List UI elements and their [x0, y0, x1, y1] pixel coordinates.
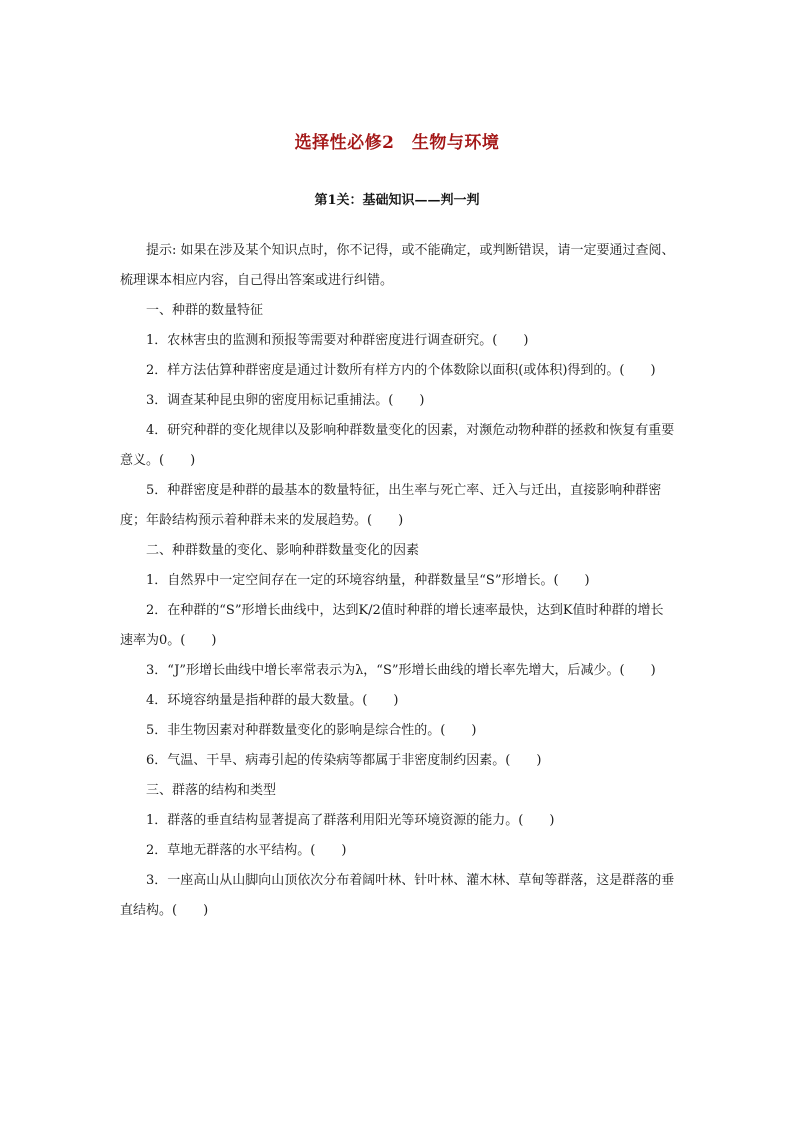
question-item: 3．一座高山从山脚向山顶依次分布着阔叶林、针叶林、灌木林、草甸等群落，这是群落的垂直结构。( ): [120, 873, 675, 918]
hint-paragraph: 提示: 如果在涉及某个知识点时，你不记得，或不能确定，或判断错误，请一定要通过查阅、梳理课本相应内容，自己得出答案或进行纠错。: [120, 243, 675, 288]
question-item: 2．样方法估算种群密度是通过计数所有样方内的个体数除以面积(或体积)得到的。( ): [146, 363, 656, 378]
question-item: 5．种群密度是种群的最基本的数量特征，出生率与死亡率、迁入与迁出，直接影响种群密度；年龄结构预示着种群未来的发展趋势。( ): [120, 483, 662, 528]
question-item: 1．群落的垂直结构显著提高了群落利用阳光等环境资源的能力。( ): [146, 813, 555, 828]
section-heading-3: 三、群落的结构和类型: [146, 783, 277, 798]
question-item: 2．在种群的“S”形增长曲线中，达到K/2值时种群的增长速率最快，达到K值时种群的增长速率为0。( ): [120, 603, 664, 648]
page-subtitle: 第1关：基础知识——判一判: [314, 193, 480, 208]
question-item: 4．研究种群的变化规律以及影响种群数量变化的因素，对濒危动物种群的拯救和恢复有重要意义。( ): [120, 423, 675, 468]
section-heading-1: 一、种群的数量特征: [146, 303, 264, 318]
question-item: 6．气温、干旱、病毒引起的传染病等都属于非密度制约因素。( ): [146, 753, 542, 768]
question-item: 4．环境容纳量是指种群的最大数量。( ): [146, 693, 399, 708]
question-item: 3．“J”形增长曲线中增长率常表示为λ，“S”形增长曲线的增长率先增大，后减少。( ): [146, 663, 656, 678]
page-title: 选择性必修2 生物与环境: [294, 133, 500, 153]
question-item: 3．调查某种昆虫卵的密度用标记重捕法。( ): [146, 393, 425, 408]
question-item: 2．草地无群落的水平结构。( ): [146, 843, 347, 858]
section-heading-2: 二、种群数量的变化、影响种群数量变化的因素: [146, 543, 420, 558]
question-item: 1．自然界中一定空间存在一定的环境容纳量，种群数量呈“S”形增长。( ): [146, 573, 590, 588]
document-body: [120, 236, 676, 926]
question-item: 1．农林害虫的监测和预报等需要对种群密度进行调查研究。( ): [146, 333, 529, 348]
question-item: 5．非生物因素对种群数量变化的影响是综合性的。( ): [146, 723, 477, 738]
